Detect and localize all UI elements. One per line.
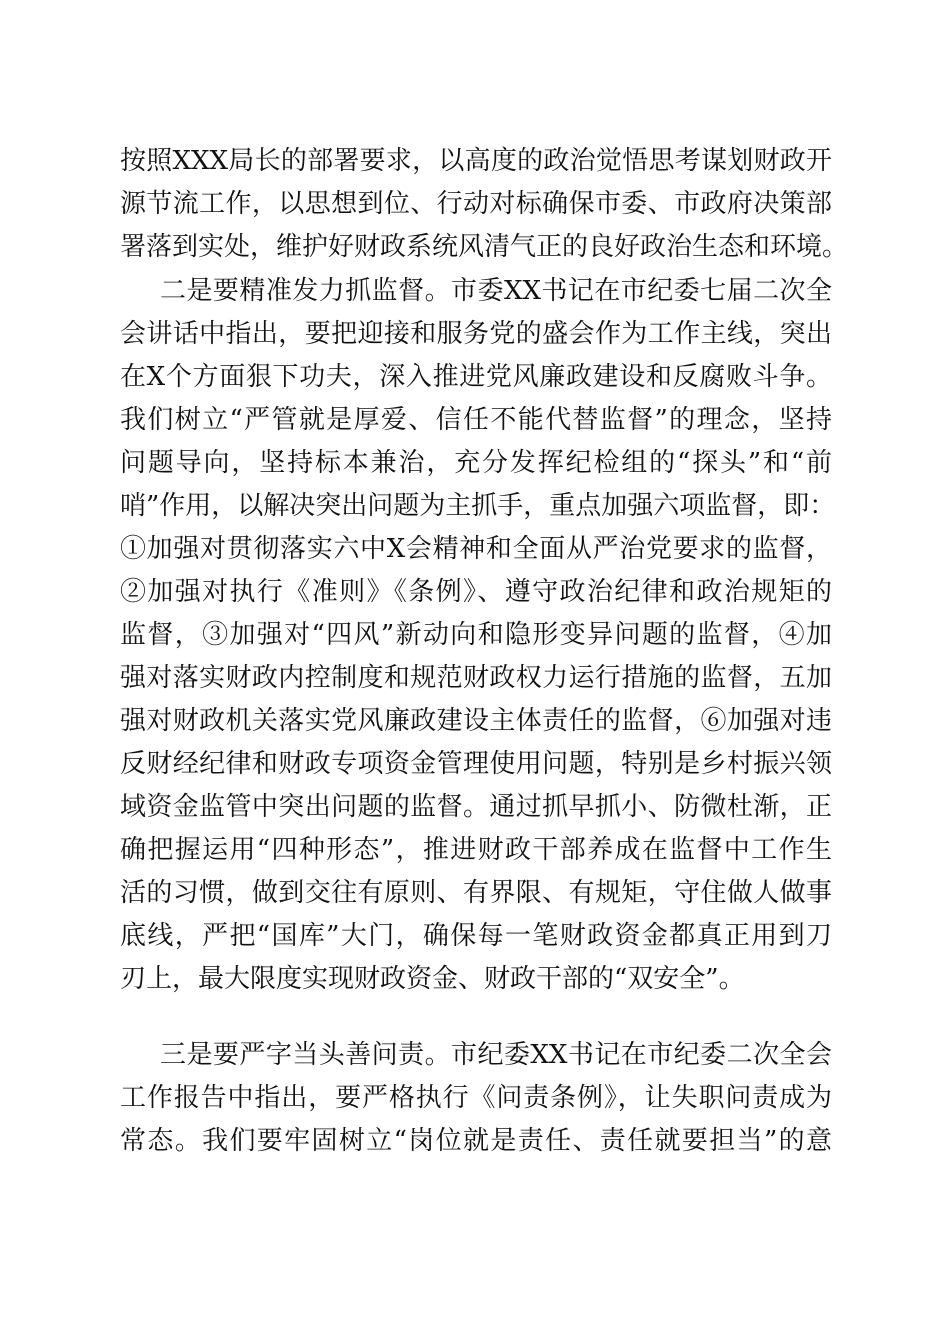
text-line: 反财经纪律和财政专项资金管理使用问题，特别是乡村振兴领 xyxy=(120,749,832,779)
text-line: 按照XXX局长的部署要求，以高度的政治觉悟思考谋划财政开 xyxy=(120,146,832,176)
text-line: 哨”作用，以解决突出问题为主抓手，重点加强六项监督，即： xyxy=(120,491,836,521)
text-line: ①加强对贯彻落实六中X会精神和全面从严治党要求的监督， xyxy=(120,534,832,564)
text-line: 署落到实处，维护好财政系统风清气正的良好政治生态和环境。 xyxy=(120,232,849,262)
text-line: 问题导向，坚持标本兼治，充分发挥纪检组的“探头”和“前 xyxy=(120,448,832,478)
text-line: 会讲话中指出，要把迎接和服务党的盛会作为工作主线，突出 xyxy=(120,319,832,349)
text-line: 确把握运用“四种形态”，推进财政干部养成在监督中工作生 xyxy=(120,835,832,865)
text-line: 在X个方面狠下功夫，深入推进党风廉政建设和反腐败斗争。 xyxy=(120,362,832,392)
text-line: 刃上，最大限度实现财政资金、财政干部的“双安全”。 xyxy=(120,964,745,994)
text-line: ②加强对执行《准则》《条例》、遵守政治纪律和政治规矩的 xyxy=(120,577,832,607)
text-line: 源节流工作，以思想到位、行动对标确保市委、市政府决策部 xyxy=(120,189,832,219)
text-line: 我们树立“严管就是厚爱、信任不能代替监督”的理念，坚持 xyxy=(120,405,832,435)
paragraph-heading-line: 二是要精准发力抓监督。市委XX书记在市纪委七届二次全 xyxy=(160,276,832,306)
text-line: 常态。我们要牢固树立“岗位就是责任、责任就要担当”的意 xyxy=(120,1126,832,1156)
paragraph-heading-line: 三是要严字当头善问责。市纪委XX书记在市纪委二次全会 xyxy=(160,1040,832,1070)
text-line: 监督，③加强对“四风”新动向和隐形变异问题的监督，④加 xyxy=(120,620,832,650)
text-line: 活的习惯，做到交往有原则、有界限、有规矩，守住做人做事 xyxy=(120,878,832,908)
text-line: 域资金监管中突出问题的监督。通过抓早抓小、防微杜渐，正 xyxy=(120,792,832,822)
text-line: 工作报告中指出，要严格执行《问责条例》，让失职问责成为 xyxy=(120,1083,832,1113)
text-line: 强对落实财政内控制度和规范财政权力运行措施的监督，五加 xyxy=(120,663,832,693)
text-line: 底线，严把“国库”大门，确保每一笔财政资金都真正用到刀 xyxy=(120,921,832,951)
text-line: 强对财政机关落实党风廉政建设主体责任的监督，⑥加强对违 xyxy=(120,706,832,736)
